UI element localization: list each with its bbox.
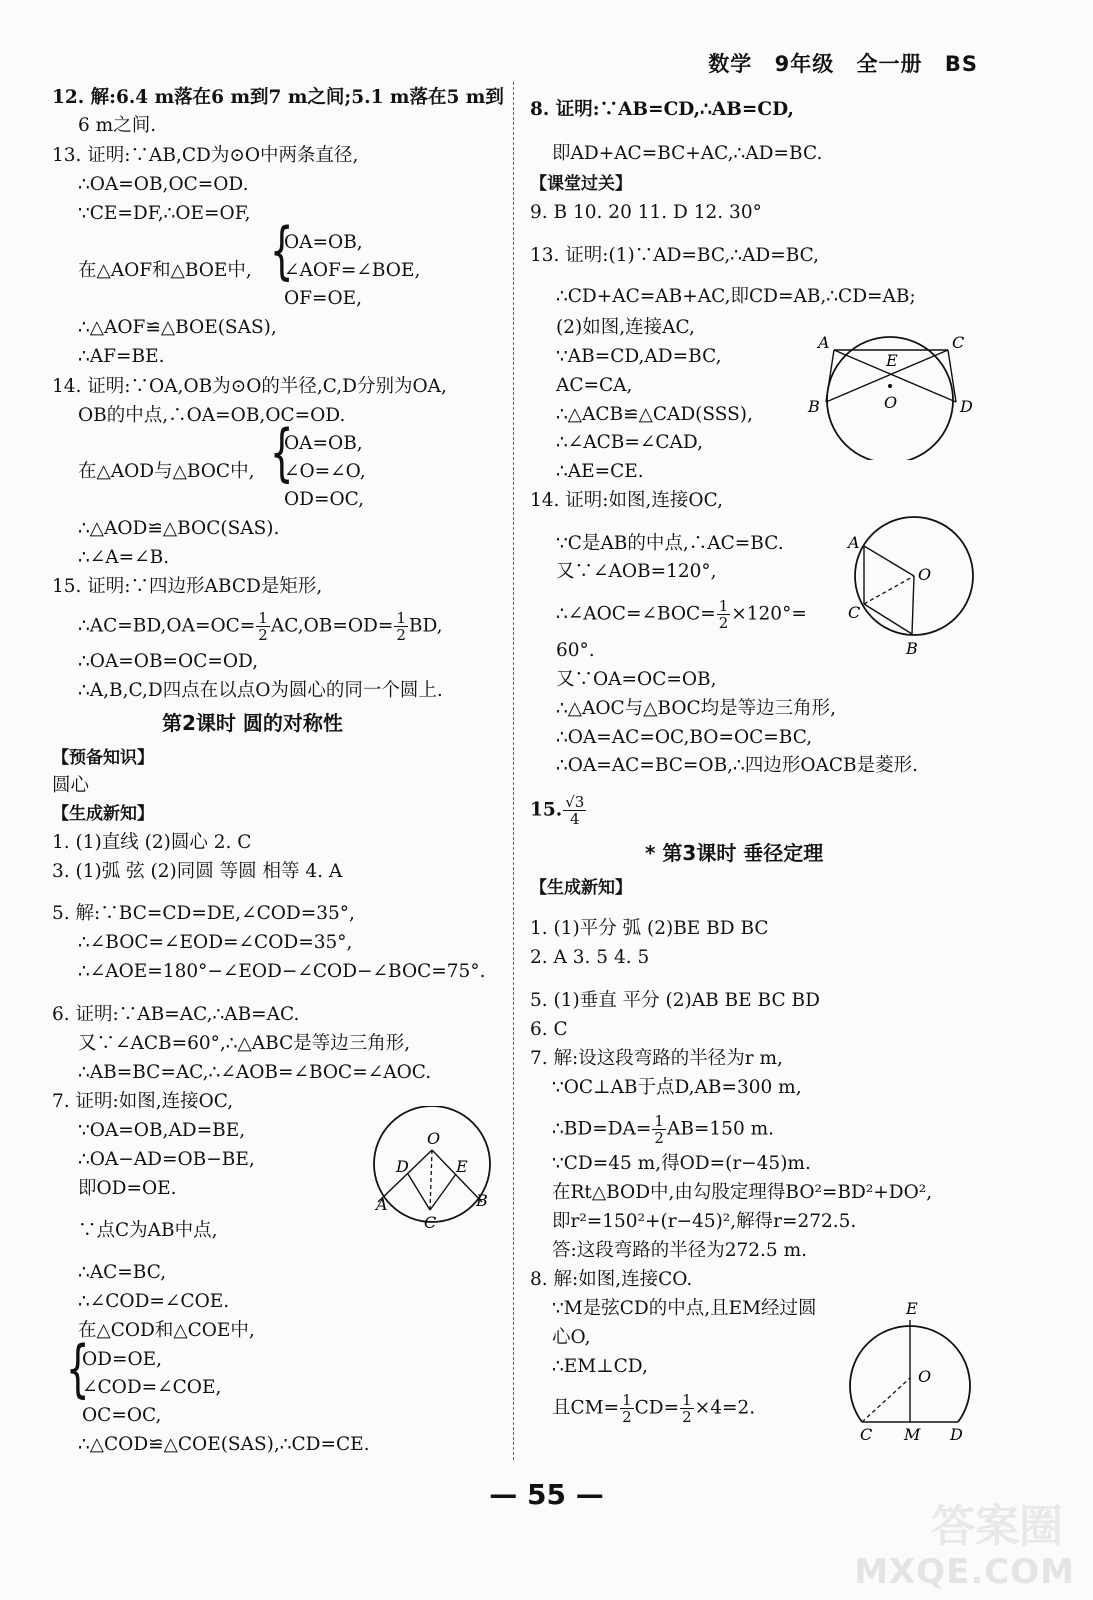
- line: ∴∠AOE=180°−∠EOD−∠COD−∠BOC=75°.: [78, 961, 486, 982]
- line: 在Rt△BOD中,由勾股定理得BO²=BD²+DO²,: [552, 1182, 933, 1203]
- fraction-line: [556, 598, 807, 631]
- line: ∴△COD≌△COE(SAS),∴CD=CE.: [78, 1434, 370, 1455]
- line: ∴∠BOC=∠EOD=∠COD=35°,: [78, 932, 353, 953]
- line: 14. 证明:如图,连接OC,: [530, 490, 723, 511]
- line: ∴OA=OB,OC=OD.: [78, 174, 249, 195]
- label: E: [886, 351, 898, 370]
- line: 6. C: [530, 1019, 568, 1040]
- line: OD=OC,: [284, 489, 365, 510]
- line: ∴AB=BC=AC,∴∠AOB=∠BOC=∠AOC.: [78, 1062, 432, 1083]
- fraction: $\frac{√3}{4}$: [565, 793, 585, 828]
- page-number: — 55 —: [489, 1478, 604, 1511]
- line: ∴OA=AC=BC=OB,∴四边形OACB是菱形.: [556, 755, 918, 776]
- line: ∴AF=BE.: [78, 346, 165, 367]
- line: ∠AOF=∠BOE,: [284, 260, 421, 281]
- fraction-line: [78, 610, 443, 643]
- watermark-logo: 答案圈: [931, 1501, 1063, 1552]
- text: ∵C是: [556, 533, 601, 554]
- fraction-line: [552, 1392, 755, 1425]
- line: ∴AE=CE.: [556, 461, 644, 482]
- line: 60°.: [556, 640, 595, 661]
- header-grade: 9年级: [774, 52, 835, 76]
- line: 在△COD和△COE中,: [78, 1320, 255, 1341]
- text: AB=150 m.: [666, 1118, 775, 1140]
- label: E: [906, 1300, 918, 1318]
- line: 又∵∠ACB=60°,∴△ABC是等边三角形,: [78, 1033, 411, 1054]
- line: ∵OC⊥AB于点D,AB=300 m,: [552, 1077, 802, 1098]
- label: B: [808, 397, 820, 416]
- line: 7. 解:设这段弯路的半径为r m,: [530, 1048, 783, 1069]
- text: 8. 证明:∵AB=CD,∴: [530, 99, 712, 120]
- line: OA=OB,: [284, 232, 363, 253]
- line: [78, 1219, 218, 1243]
- line: 答:这段弯路的半径为272.5 m.: [552, 1240, 807, 1261]
- line: ∴OA−AD=OB−BE,: [78, 1149, 255, 1170]
- section-label: 【生成新知】: [530, 878, 632, 898]
- fraction: $\frac{1}{2}$: [718, 597, 729, 632]
- text: ∴BD=DA=: [552, 1118, 652, 1140]
- text: AB中点,: [147, 1220, 218, 1241]
- line: (2)如图,连接AC,: [556, 317, 695, 338]
- text: 且CM=: [552, 1397, 620, 1419]
- label: B: [476, 1191, 488, 1210]
- text: AD=BC,: [742, 245, 820, 266]
- label: M: [904, 1425, 921, 1444]
- line: ∵M是弦CD的中点,且EM经过圆: [552, 1298, 817, 1319]
- line: 9. B 10. 20 11. D 12. 30°: [530, 202, 762, 223]
- line: ∵AB=CD,AD=BC,: [556, 346, 722, 367]
- line: 心O,: [552, 1327, 591, 1348]
- text: ×4=2.: [694, 1397, 756, 1419]
- line: 13. 证明:∵AB,CD为⊙O中两条直径,: [52, 145, 359, 166]
- fraction-line: [530, 794, 587, 827]
- line: 7. 证明:如图,连接OC,: [52, 1091, 234, 1112]
- text: 15.: [530, 799, 563, 821]
- fraction: $\frac{1}{2}$: [258, 609, 268, 644]
- line: ∴∠ACB=∠CAD,: [556, 432, 703, 453]
- line: 1. (1)平分 弧 (2)BE BD BC: [530, 918, 769, 939]
- text: AB=CD,: [711, 99, 794, 120]
- text: 6. 证明:∵: [52, 1004, 138, 1025]
- line: 12. 解:6.4 m落在6 m到7 m之间;5.1 m落在5 m到: [52, 87, 504, 108]
- line: ∵CE=DF,∴OE=OF,: [78, 203, 251, 224]
- line: [556, 532, 784, 556]
- line: [530, 244, 819, 268]
- column-divider: [513, 82, 514, 1460]
- label: B: [906, 639, 918, 658]
- section-title: 第2课时 圆的对称性: [162, 711, 343, 735]
- brace: {: [269, 214, 294, 287]
- line: ∴∠A=∠B.: [78, 547, 170, 568]
- text: CD=: [634, 1397, 680, 1419]
- line: 圆心: [52, 775, 90, 796]
- text: 13. 证明:(1)∵AD=BC,∴: [530, 245, 743, 266]
- label: A: [818, 333, 830, 352]
- text: ∵点C为: [78, 1220, 148, 1241]
- figure-8-circle: [846, 1300, 986, 1444]
- line: 即OD=OE.: [78, 1178, 177, 1199]
- line: ∴△AOF≌△BOE(SAS),: [78, 317, 277, 338]
- line: 即r²=150²+(r−45)²,解得r=272.5.: [552, 1211, 857, 1232]
- label: O: [918, 565, 932, 584]
- line: 3. (1)弧 弦 (2)同圆 等圆 相等 4. A: [52, 861, 343, 882]
- line: 2. A 3. 5 4. 5: [530, 947, 650, 968]
- section-label: 【预备知识】: [52, 748, 154, 768]
- line: ∴△AOC与△BOC均是等边三角形,: [556, 698, 837, 719]
- text: AC,OB=OD=: [270, 615, 394, 637]
- fraction: $\frac{1}{2}$: [682, 1391, 692, 1426]
- text: ∴∠AOC=∠BOC=: [556, 603, 716, 625]
- line: ∠O=∠O,: [284, 461, 366, 482]
- text: AC=BC,: [89, 1262, 167, 1283]
- line: ∴△AOD≌△BOC(SAS).: [78, 518, 280, 539]
- label: C: [848, 603, 861, 622]
- label: A: [376, 1195, 388, 1214]
- label: O: [918, 1367, 932, 1386]
- line: AC=CA,: [556, 375, 633, 396]
- text: ∴AC=BD,OA=OC=: [78, 615, 256, 637]
- label: C: [424, 1213, 437, 1232]
- text: ∴: [78, 1262, 90, 1283]
- fraction-line: [552, 1113, 774, 1146]
- line: ∴EM⊥CD,: [552, 1356, 648, 1377]
- line: 在△AOF和△BOE中,: [78, 260, 252, 281]
- line: OA=OB,: [284, 433, 363, 454]
- watermark-url: MXQE.COM: [854, 1552, 1075, 1592]
- line: OC=OC,: [82, 1405, 162, 1426]
- line: 8. 解:如图,连接CO.: [530, 1269, 693, 1290]
- header-edition: BS: [944, 52, 978, 76]
- text: ×120°=: [731, 603, 807, 625]
- line: 6 m之间.: [78, 115, 157, 136]
- brace: {: [269, 416, 294, 489]
- line: 14. 证明:∵OA,OB为⊙O的半径,C,D分别为OA,: [52, 376, 447, 397]
- line: 15. 证明:∵四边形ABCD是矩形,: [52, 576, 323, 597]
- label: O: [884, 393, 898, 412]
- line: ∴∠COD=∠COE.: [78, 1291, 230, 1312]
- line: [530, 98, 794, 122]
- label: D: [396, 1157, 409, 1176]
- section-label: 【课堂过关】: [530, 174, 632, 194]
- line: 在△AOD与△BOC中,: [78, 461, 255, 482]
- line: ∵CD=45 m,得OD=(r−45)m.: [552, 1153, 811, 1174]
- figure-14-circle: [840, 516, 982, 662]
- line: ∴CD+AC=AB+AC,即CD=AB,∴CD=AB;: [556, 286, 916, 307]
- label: A: [848, 533, 860, 552]
- label: C: [860, 1425, 873, 1444]
- label: C: [952, 333, 965, 352]
- text: BD,: [408, 615, 443, 637]
- line: 即AD+AC=BC+AC,∴AD=BC.: [552, 143, 823, 164]
- header-volume: 全一册: [856, 52, 923, 76]
- text: AB的中点,∴: [600, 533, 708, 554]
- line: [52, 902, 355, 926]
- fraction: $\frac{1}{2}$: [654, 1112, 664, 1147]
- page-header: [694, 48, 978, 78]
- line: 5. (1)垂直 平分 (2)AB BE BC BD: [530, 990, 820, 1011]
- line: OD=OE,: [82, 1349, 163, 1370]
- line: OB的中点,∴OA=OB,OC=OD.: [78, 405, 346, 426]
- fraction: $\frac{1}{2}$: [622, 1391, 632, 1426]
- figure-13-circle: [806, 330, 982, 460]
- label: D: [960, 397, 973, 416]
- text: 5. 解:∵: [52, 903, 119, 924]
- line: [52, 1003, 299, 1027]
- header-subject: 数学: [708, 52, 753, 76]
- line: ∠COD=∠COE,: [82, 1377, 222, 1398]
- line: ∴△ACB≌△CAD(SSS),: [556, 404, 753, 425]
- fraction: $\frac{1}{2}$: [396, 609, 406, 644]
- line: 又∵∠AOB=120°,: [556, 561, 717, 582]
- line: ∴A,B,C,D四点在以点O为圆心的同一个圆上.: [78, 680, 443, 701]
- line: 1. (1)直线 (2)圆心 2. C: [52, 832, 252, 853]
- line: OF=OE,: [284, 288, 363, 309]
- label: D: [950, 1425, 963, 1444]
- label: O: [427, 1129, 441, 1148]
- text: AB=AC,∴AB=AC.: [137, 1004, 300, 1025]
- line: [78, 1261, 166, 1285]
- section-label: 【生成新知】: [52, 804, 154, 824]
- figure-7-circle: [366, 1106, 498, 1238]
- line: 又∵OA=OC=OB,: [556, 669, 717, 690]
- line: ∴OA=AC=OC,BO=OC=BC,: [556, 727, 813, 748]
- text: BC=CD=DE,∠COD=35°,: [118, 903, 355, 924]
- line: ∴OA=OB=OC=OD,: [78, 651, 259, 672]
- text: AC=BC.: [707, 533, 784, 554]
- brace: {: [65, 1332, 90, 1405]
- label: E: [456, 1157, 468, 1176]
- line: ∵OA=OB,AD=BE,: [78, 1120, 246, 1141]
- section-title: * 第3课时 垂径定理: [645, 841, 824, 865]
